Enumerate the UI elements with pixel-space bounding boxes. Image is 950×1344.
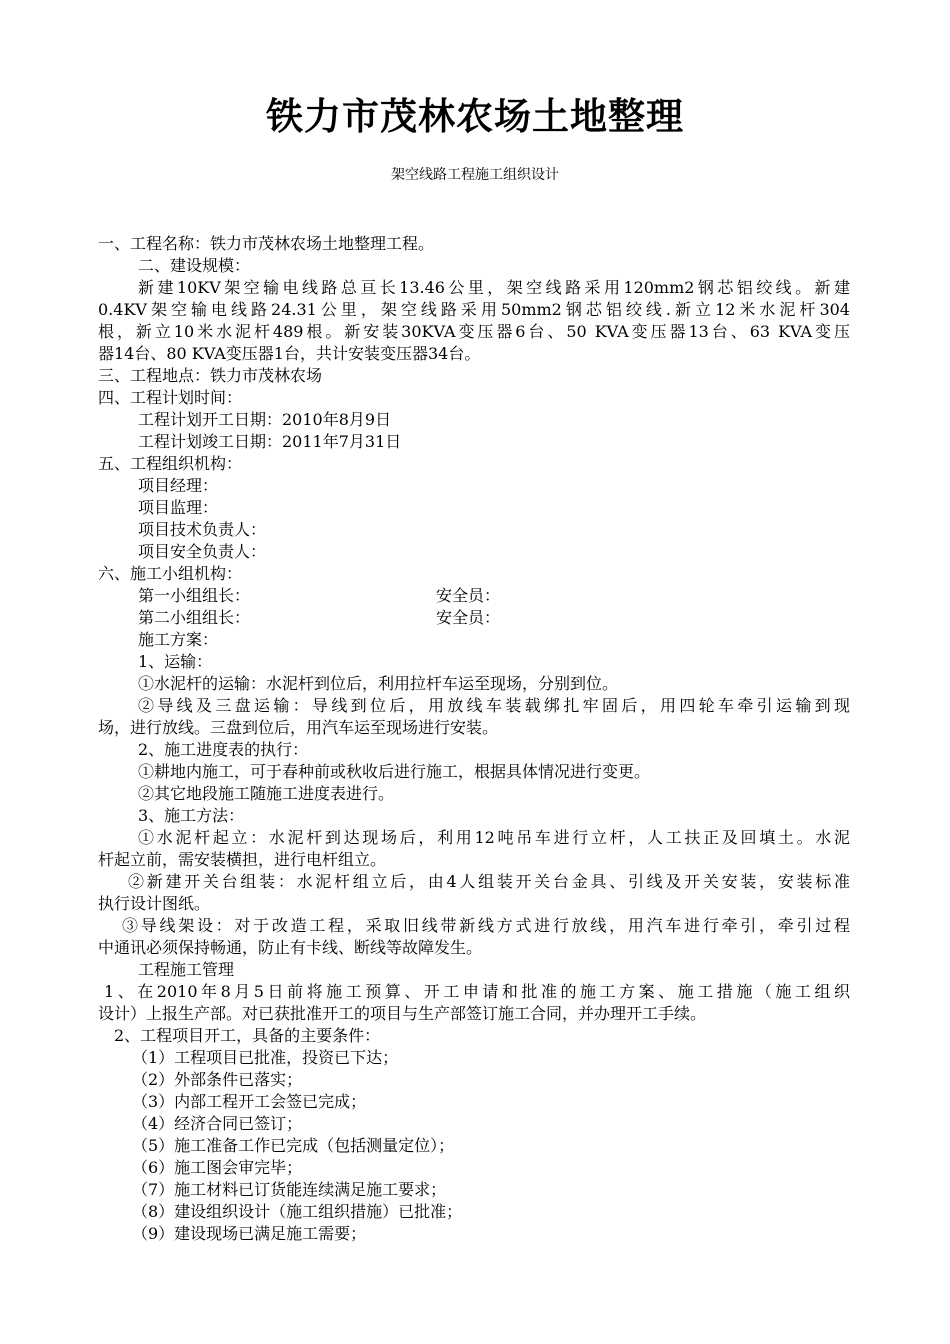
- list-item: 项目经理：: [138, 476, 219, 495]
- list-item: 3、施工方法：: [138, 806, 245, 825]
- list-item: 2、施工进度表的执行：: [138, 740, 309, 759]
- paragraph-line: 器14台、80 KVA变压器1台，共计安装变压器34台。: [98, 344, 481, 363]
- paragraph-line: 设计）上报生产部。对已获批准开工的项目与生产部签订施工合同，并办理开工手续。: [98, 1004, 707, 1023]
- paragraph-line: 1、在2010年8月5日前将施工预算、开工申请和批准的施工方案、施工措施（施工组织: [104, 982, 850, 1001]
- section-heading: 三、工程地点：铁力市茂林农场: [98, 366, 323, 385]
- list-item: （2）外部条件已落实；: [132, 1070, 303, 1089]
- list-item: （7）施工材料已订货能连续满足施工要求；: [132, 1180, 447, 1199]
- list-item: 1、运输：: [138, 652, 213, 671]
- list-item: 项目技术负责人：: [138, 520, 267, 539]
- section-heading: 五、工程组织机构：: [98, 454, 243, 473]
- paragraph-line: ①水泥杆起立：水泥杆到达现场后，利用12吨吊车进行立杆，人工扶正及回填土。水泥: [138, 828, 850, 847]
- list-item: 工程计划开工日期：2010年8月9日: [138, 410, 392, 429]
- document-subtitle: 架空线路工程施工组织设计: [391, 167, 559, 183]
- list-item: 2、工程项目开工，具备的主要条件：: [114, 1026, 381, 1045]
- section-heading: 六、施工小组机构：: [98, 564, 243, 583]
- paragraph-line: 根，新立10米水泥杆489根。新安装30KVA变压器6台、50 KVA变压器13台、63 KVA变压: [98, 322, 850, 341]
- list-item: （5）施工准备工作已完成（包括测量定位）；: [132, 1136, 455, 1155]
- paragraph-line: 0.4KV架空输电线路24.31公里，架空线路采用50mm2钢芯铝绞线.新立12米水泥杆304: [98, 300, 850, 319]
- group-leader-label: 第一小组组长：: [138, 586, 251, 605]
- list-item: （1）工程项目已批准，投资已下达；: [132, 1048, 399, 1067]
- safety-officer-label: 安全员：: [436, 586, 501, 605]
- section-heading: 工程施工管理: [138, 960, 235, 979]
- paragraph-line: 新建10KV架空输电线路总亘长13.46公里，架空线路采用120mm2钢芯铝绞线。新建: [138, 278, 850, 297]
- list-item: [98, 607, 850, 629]
- paragraph-line: ②新建开关台组装：水泥杆组立后，由4人组装开关台金具、引线及开关安装，安装标准: [128, 872, 850, 891]
- list-item: 工程计划竣工日期：2011年7月31日: [138, 432, 402, 451]
- paragraph-line: ③导线架设：对于改造工程，采取旧线带新线方式进行放线，用汽车进行牵引，牵引过程: [122, 916, 850, 935]
- paragraph-line: 中通讯必须保持畅通，防止有卡线、断线等故障发生。: [98, 938, 483, 957]
- paragraph-line: 执行设计图纸。: [98, 894, 211, 913]
- list-item: （9）建设现场已满足施工需要；: [132, 1224, 367, 1243]
- section-heading: 一、工程名称：铁力市茂林农场土地整理工程。: [98, 234, 435, 253]
- list-item: 项目监理：: [138, 498, 219, 517]
- paragraph-line: ②导线及三盘运输：导线到位后，用放线车装载绑扎牢固后，用四轮车牵引运输到现: [138, 696, 850, 715]
- safety-officer-label: 安全员：: [436, 608, 501, 627]
- list-item: （6）施工图会审完毕；: [132, 1158, 303, 1177]
- list-item: 项目安全负责人：: [138, 542, 267, 561]
- list-item: ①耕地内施工，可于春种前或秋收后进行施工，根据具体情况进行变更。: [138, 762, 651, 781]
- section-heading: 施工方案：: [138, 630, 219, 649]
- list-item: [98, 585, 850, 607]
- paragraph-line: 场，进行放线。三盘到位后，用汽车运至现场进行安装。: [98, 718, 499, 737]
- group-leader-label: 第二小组组长：: [138, 608, 251, 627]
- document-body: [98, 233, 850, 1245]
- list-item: （8）建设组织设计（施工组织措施）已批准；: [132, 1202, 463, 1221]
- section-heading: 四、工程计划时间：: [98, 388, 243, 407]
- list-item: （4）经济合同已签订；: [132, 1114, 303, 1133]
- section-heading: 二、建设规模：: [138, 256, 251, 275]
- document-title: 铁力市茂林农场土地整理: [266, 95, 684, 138]
- list-item: ①水泥杆的运输：水泥杆到位后，利用拉杆车运至现场，分别到位。: [138, 674, 619, 693]
- list-item: ②其它地段施工随施工进度表进行。: [138, 784, 395, 803]
- list-item: （3）内部工程开工会签已完成；: [132, 1092, 367, 1111]
- paragraph-line: 杆起立前，需安装横担，进行电杆组立。: [98, 850, 387, 869]
